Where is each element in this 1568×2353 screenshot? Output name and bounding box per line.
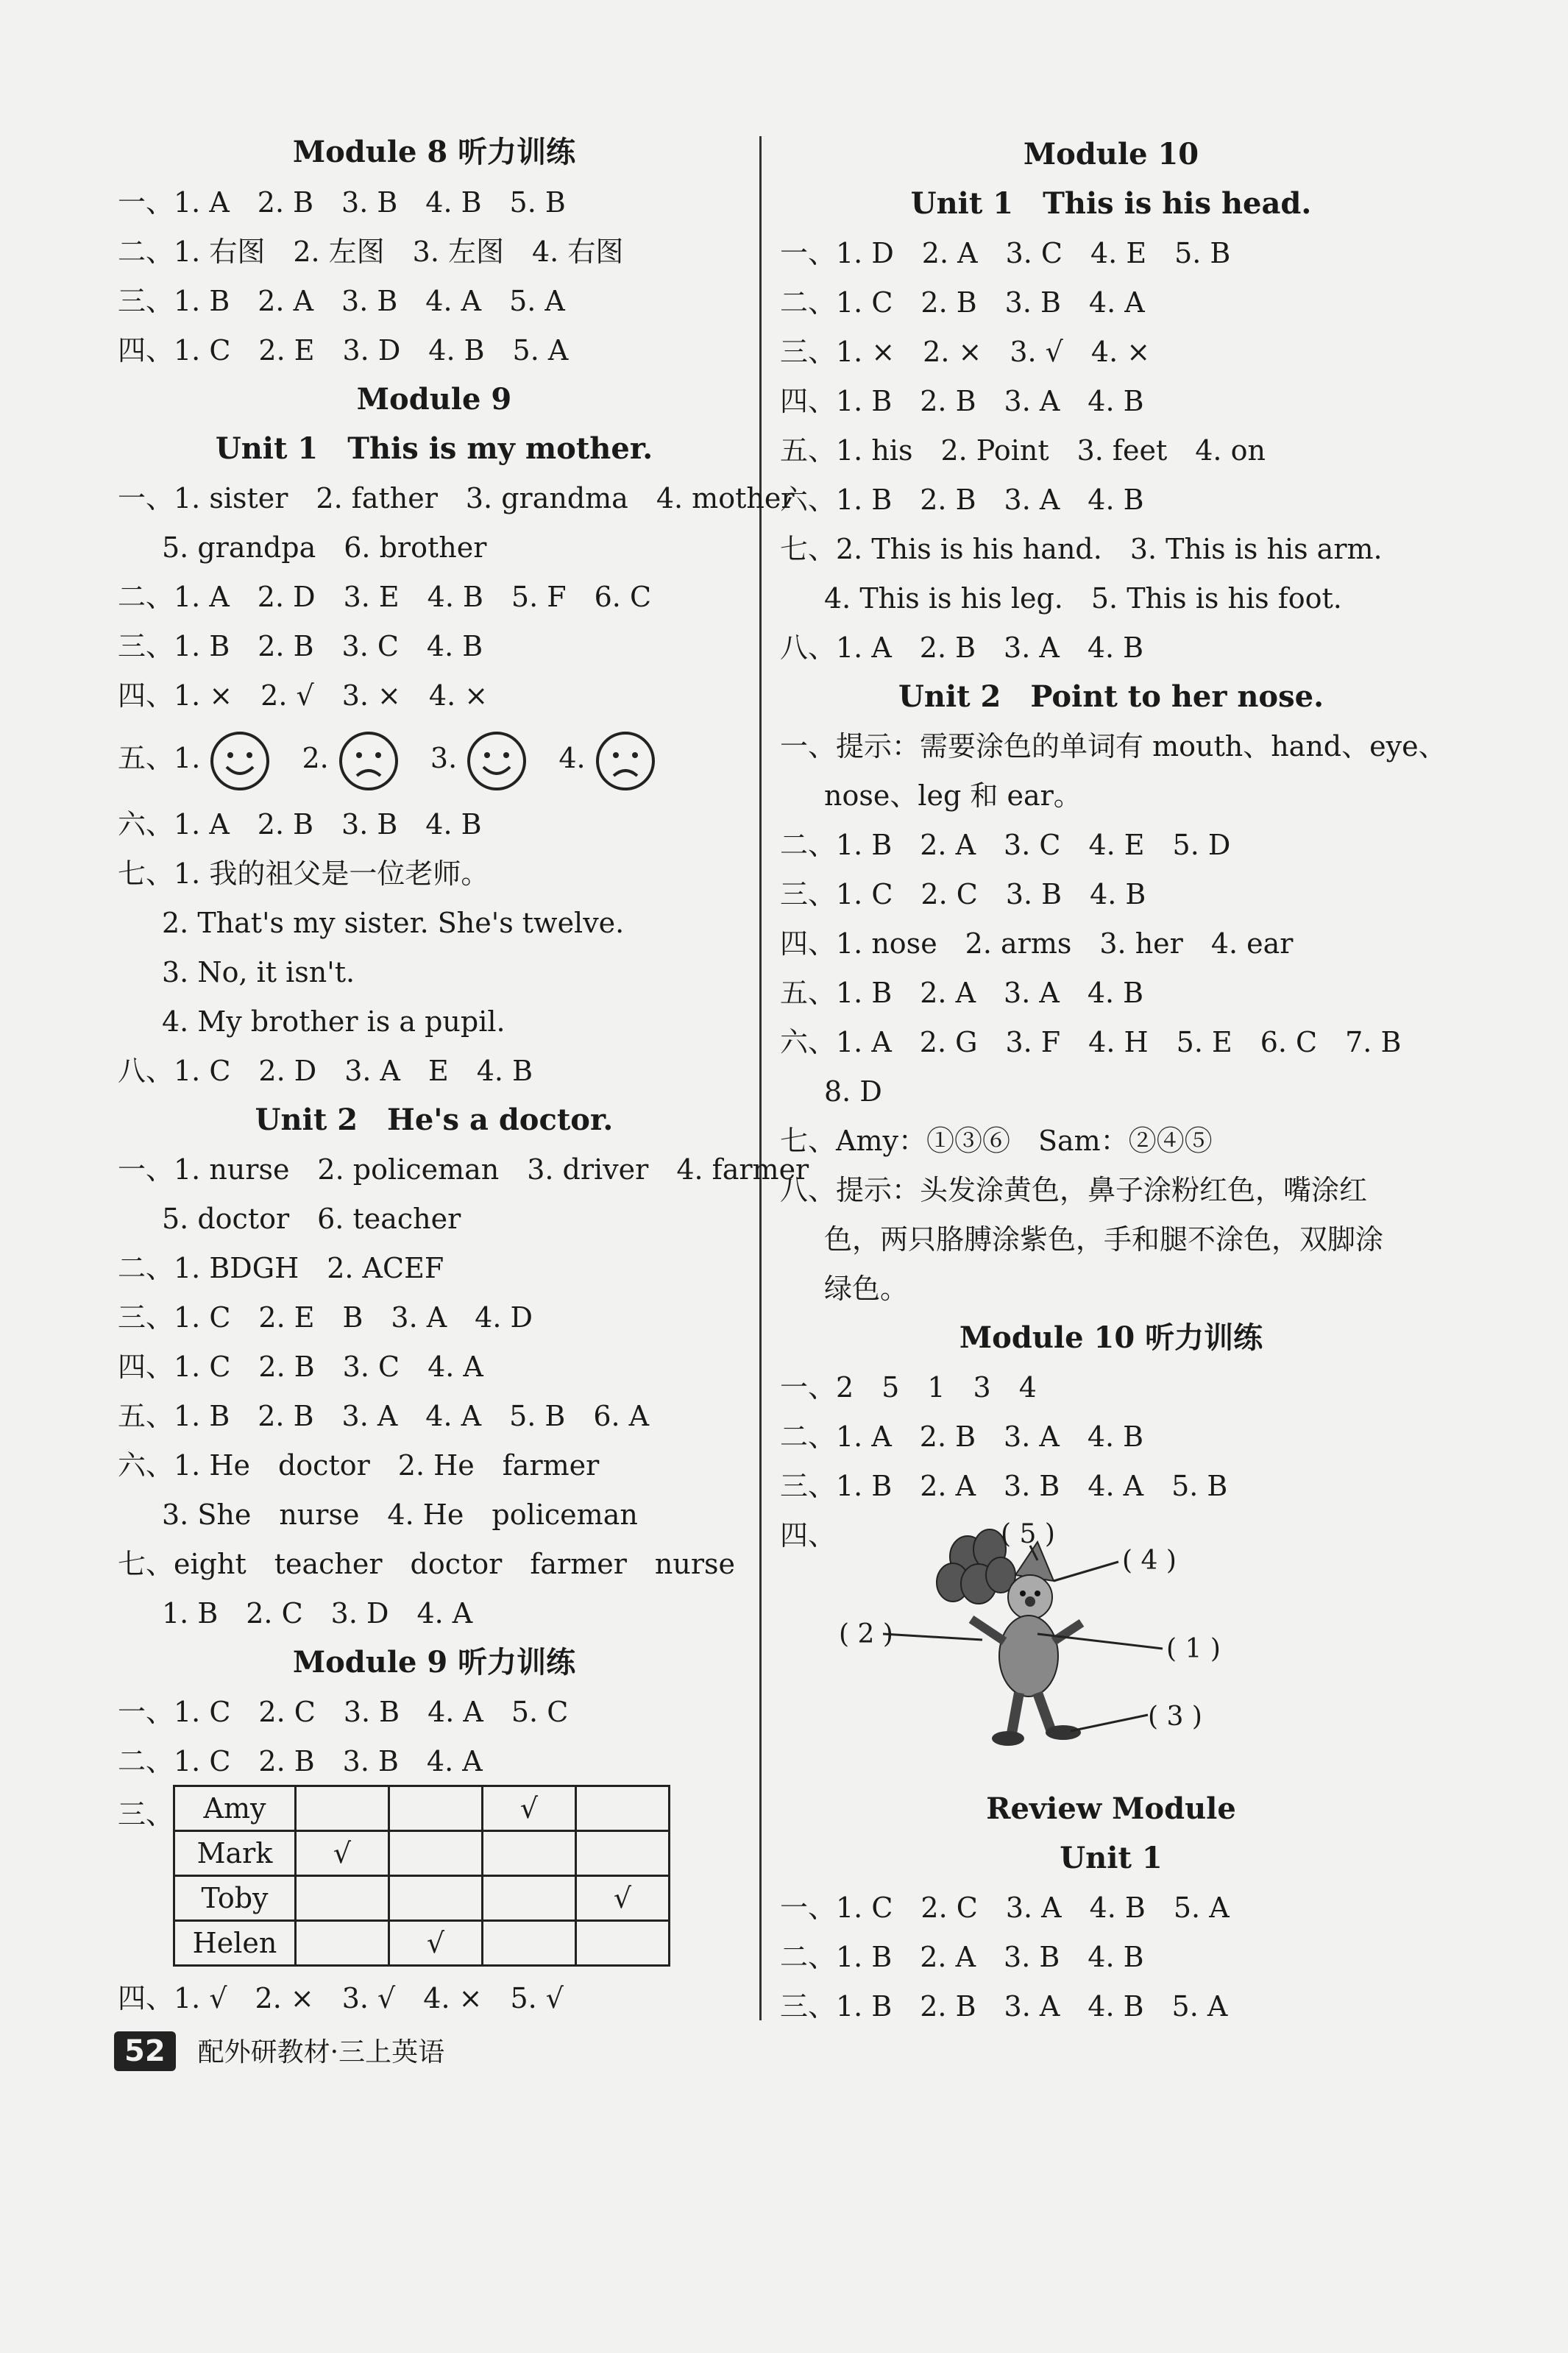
answer-line: 六、1. A 2. G 3. F 4. H 5. E 6. C 7. B <box>780 1026 1402 1058</box>
book-title: 配外研教材·三上英语 <box>197 2037 445 2067</box>
answer-line: 七、2. This is his hand. 3. This is his arm. <box>780 533 1383 565</box>
module8-listening-heading: Module 8 听力训练 <box>292 135 576 169</box>
answer-line: 一、1. C 2. C 3. A 4. B 5. A <box>780 1892 1230 1924</box>
answer-line: 三、1. × 2. × 3. √ 4. × <box>780 336 1151 368</box>
answer-line: 四、1. B 2. B 3. A 4. B <box>780 385 1144 417</box>
module10-heading: Module 10 <box>1023 137 1199 171</box>
answer-line: 二、1. B 2. A 3. C 4. E 5. D <box>780 829 1231 861</box>
table-check-cell <box>576 1921 670 1966</box>
face-number: 2. <box>302 742 329 774</box>
answer-line: 二、1. 右图 2. 左图 3. 左图 4. 右图 <box>118 236 624 268</box>
table-check-cell: √ <box>296 1831 389 1876</box>
table-row <box>174 1786 670 1831</box>
table-check-cell <box>576 1831 670 1876</box>
answer-line: 七、Amy：①③⑥ Sam：②④⑤ <box>780 1125 1213 1157</box>
answer-line: 绿色。 <box>824 1273 909 1305</box>
table-name-cell: Amy <box>174 1786 296 1831</box>
table-name-cell: Helen <box>174 1921 296 1966</box>
table-check-cell <box>296 1876 389 1921</box>
table-row <box>174 1831 670 1876</box>
faces-prefix: 五、 <box>118 742 174 774</box>
page-number: 52 <box>114 2031 176 2071</box>
answer-line: 一、提示：需要涂色的单词有 mouth、hand、eye、 <box>780 730 1447 762</box>
answer-line: 二、1. BDGH 2. ACEF <box>118 1252 444 1284</box>
answer-line: 八、1. A 2. B 3. A 4. B <box>780 631 1144 664</box>
answer-line: 三、1. B 2. A 3. B 4. A 5. B <box>780 1470 1228 1502</box>
answer-line: 三、1. B 2. A 3. B 4. A 5. A <box>118 285 565 317</box>
callout-label: ( 2 ) <box>839 1619 893 1649</box>
answer-line: 三、1. C 2. C 3. B 4. B <box>780 878 1146 910</box>
callout-label: ( 5 ) <box>1001 1519 1055 1549</box>
faces-answer-line <box>118 725 656 792</box>
callout-label: ( 1 ) <box>1166 1634 1221 1664</box>
answer-line: 5. doctor 6. teacher <box>162 1203 461 1235</box>
answer-line: 四、1. nose 2. arms 3. her 4. ear <box>780 927 1294 960</box>
answer-line: 六、1. He doctor 2. He farmer <box>118 1449 600 1482</box>
answer-line: 五、1. B 2. A 3. A 4. B <box>780 977 1144 1009</box>
answer-line: 七、1. 我的祖父是一位老师。 <box>118 857 489 890</box>
clown-figure-exercise <box>780 1519 1369 1766</box>
table-check-cell: √ <box>576 1876 670 1921</box>
answer-line: 2. That's my sister. She's twelve. <box>162 907 625 939</box>
smiling-face-icon <box>209 730 271 792</box>
answer-line: 四、1. C 2. B 3. C 4. A <box>118 1351 483 1383</box>
answer-line: 一、1. nurse 2. policeman 3. driver 4. farmer <box>118 1153 809 1186</box>
module10-unit1-heading: Unit 1 This is his head. <box>910 186 1312 221</box>
answer-line: 1. B 2. C 3. D 4. A <box>162 1597 473 1630</box>
answer-line: nose、leg 和 ear。 <box>824 779 1082 812</box>
answer-line: 色，两只胳膊涂紫色，手和腿不涂色，双脚涂 <box>824 1223 1384 1256</box>
module10-listening-heading: Module 10 听力训练 <box>959 1320 1263 1355</box>
table-name-cell: Mark <box>174 1831 296 1876</box>
answer-line: 一、1. D 2. A 3. C 4. E 5. B <box>780 237 1231 269</box>
module9-listening-heading: Module 9 听力训练 <box>292 1645 576 1680</box>
table-row <box>174 1876 670 1921</box>
answer-line: 二、1. C 2. B 3. B 4. A <box>118 1745 483 1777</box>
table-check-cell <box>483 1921 576 1966</box>
answer-line: 四、1. C 2. E 3. D 4. B 5. A <box>118 334 569 367</box>
answer-line: 二、1. B 2. A 3. B 4. B <box>780 1941 1144 1973</box>
table-row <box>174 1921 670 1966</box>
callout-label: ( 3 ) <box>1148 1702 1202 1732</box>
answer-line: 3. No, it isn't. <box>162 956 355 988</box>
answer-line: 4. My brother is a pupil. <box>162 1005 505 1038</box>
column-divider <box>759 136 762 2020</box>
page-footer <box>114 2031 444 2071</box>
question-four-prefix: 四、 <box>780 1519 837 1551</box>
table-check-cell <box>296 1786 389 1831</box>
answer-line: 一、1. C 2. C 3. B 4. A 5. C <box>118 1696 569 1728</box>
answer-line: 二、1. C 2. B 3. B 4. A <box>780 286 1145 319</box>
answer-line: 八、1. C 2. D 3. A E 4. B <box>118 1055 533 1087</box>
answer-line: 3. She nurse 4. He policeman <box>162 1499 638 1531</box>
module9-unit2-heading: Unit 2 He's a doctor. <box>255 1103 614 1137</box>
answer-line: 四、1. × 2. √ 3. × 4. × <box>118 679 489 712</box>
table-check-cell <box>389 1876 483 1921</box>
table-check-cell <box>483 1876 576 1921</box>
answer-line: 二、1. A 2. D 3. E 4. B 5. F 6. C <box>118 581 652 613</box>
answer-line: 三、1. B 2. B 3. A 4. B 5. A <box>780 1990 1228 2023</box>
answer-line: 二、1. A 2. B 3. A 4. B <box>780 1420 1144 1453</box>
face-number: 4. <box>558 742 586 774</box>
answer-line: 三、1. C 2. E B 3. A 4. D <box>118 1301 533 1334</box>
table-check-cell <box>389 1786 483 1831</box>
callout-label: ( 4 ) <box>1122 1546 1177 1576</box>
table-name-cell: Toby <box>174 1876 296 1921</box>
answer-line: 七、eight teacher doctor farmer nurse <box>118 1548 736 1580</box>
review-module-heading: Review Module <box>986 1791 1236 1826</box>
frowning-face-icon <box>338 730 400 792</box>
answer-line: 8. D <box>824 1075 882 1108</box>
face-number: 3. <box>430 742 458 774</box>
answer-line: 一、1. sister 2. father 3. grandma 4. mother <box>118 482 795 514</box>
answer-line: 五、1. B 2. B 3. A 4. A 5. B 6. A <box>118 1400 650 1432</box>
table-prefix: 三、 <box>118 1798 174 1830</box>
table-check-cell: √ <box>389 1921 483 1966</box>
module9-heading: Module 9 <box>356 382 512 417</box>
table-check-cell <box>296 1921 389 1966</box>
table-check-cell <box>576 1786 670 1831</box>
answer-line: 一、1. A 2. B 3. B 4. B 5. B <box>118 186 566 219</box>
answer-line: 4. This is his leg. 5. This is his foot. <box>824 582 1342 615</box>
smiling-face-icon <box>466 730 528 792</box>
module9-unit1-heading: Unit 1 This is my mother. <box>215 431 653 466</box>
answer-line: 六、1. B 2. B 3. A 4. B <box>780 484 1144 516</box>
answer-line: 五、1. his 2. Point 3. feet 4. on <box>780 434 1266 467</box>
review-unit1-heading: Unit 1 <box>1060 1841 1163 1875</box>
answer-line: 三、1. B 2. B 3. C 4. B <box>118 630 483 662</box>
table-check-cell <box>483 1831 576 1876</box>
checkmark-table <box>173 1785 670 1967</box>
face-number: 1. <box>174 742 201 774</box>
answer-line: 四、1. √ 2. × 3. √ 4. × 5. √ <box>118 1982 564 2014</box>
answer-line: 一、2 5 1 3 4 <box>780 1371 1037 1404</box>
answer-line: 5. grandpa 6. brother <box>162 531 487 564</box>
table-check-cell: √ <box>483 1786 576 1831</box>
table-check-cell <box>389 1831 483 1876</box>
answer-line: 八、提示：头发涂黄色，鼻子涂粉红色，嘴涂红 <box>780 1174 1368 1206</box>
answer-line: 六、1. A 2. B 3. B 4. B <box>118 808 482 841</box>
frowning-face-icon <box>595 730 656 792</box>
module10-unit2-heading: Unit 2 Point to her nose. <box>898 679 1324 714</box>
